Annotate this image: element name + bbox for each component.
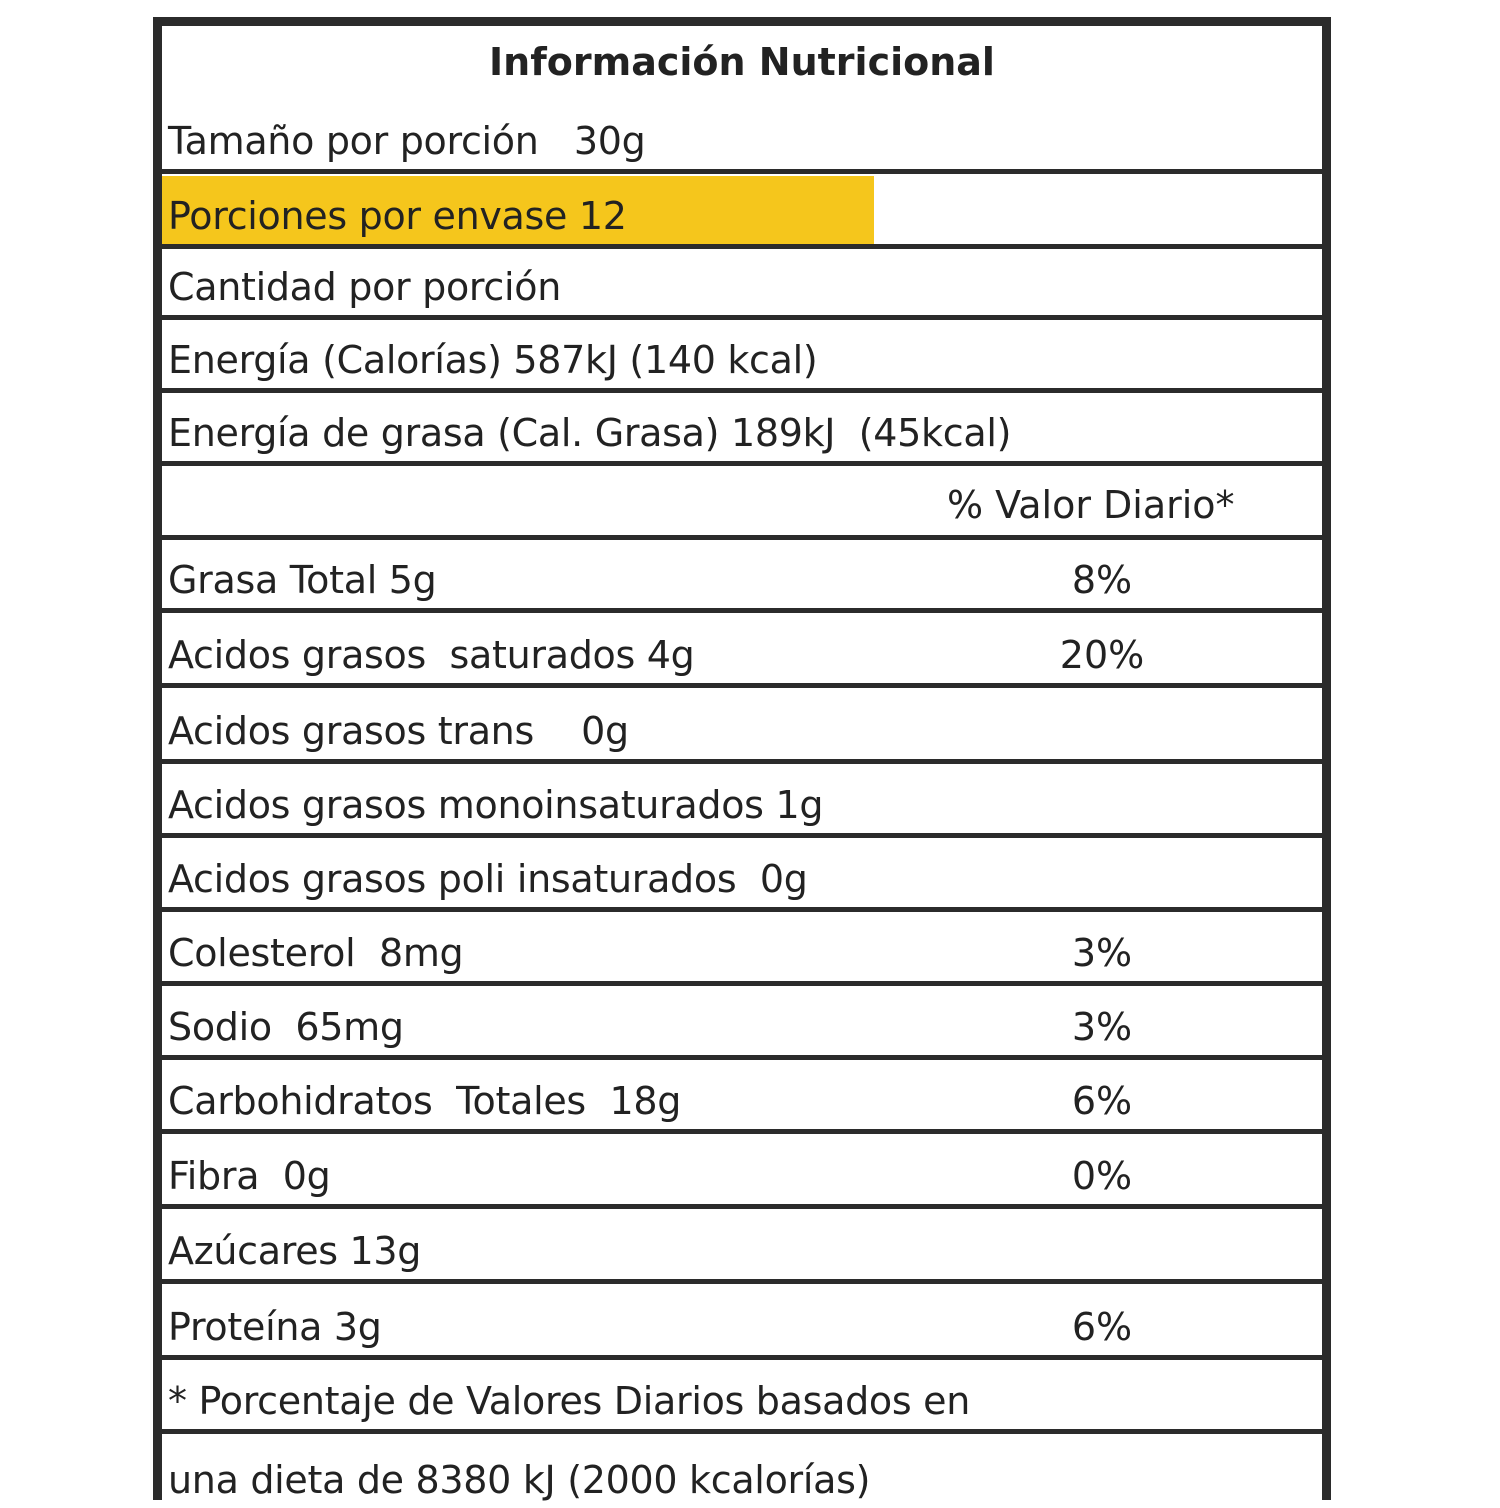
nutrient-label: Carbohidratos Totales 18g xyxy=(168,1079,682,1123)
nutrient-row xyxy=(162,1134,1322,1209)
nutrient-label: Acidos grasos trans 0g xyxy=(168,709,629,753)
nutrient-row xyxy=(162,1209,1322,1284)
footnote-line-2: una dieta de 8380 kJ (2000 kcalorías) xyxy=(168,1458,871,1502)
nutrient-label: Sodio 65mg xyxy=(168,1005,404,1049)
label-title: Información Nutricional xyxy=(489,40,995,84)
header-row xyxy=(162,26,1322,174)
nutrient-row xyxy=(162,1284,1322,1360)
nutrient-label: Azúcares 13g xyxy=(168,1229,422,1273)
footnote-line-1: * Porcentaje de Valores Diarios basados en xyxy=(168,1379,971,1423)
nutrient-percent: 20% xyxy=(1059,633,1145,677)
servings-per-container: Porciones por envase 12 xyxy=(168,194,627,238)
nutrient-percent: 0% xyxy=(1071,1154,1133,1198)
nutrition-facts-label xyxy=(153,17,1331,1500)
energy-fat-row xyxy=(162,393,1322,466)
serving-size: Tamaño por porción 30g xyxy=(168,119,646,163)
nutrient-label: Acidos grasos saturados 4g xyxy=(168,633,695,677)
nutrient-label: Fibra 0g xyxy=(168,1154,331,1198)
nutrient-percent: 6% xyxy=(1071,1305,1133,1349)
nutrient-row xyxy=(162,540,1322,613)
footnote-row-2 xyxy=(162,1434,1322,1508)
nutrient-label: Acidos grasos poli insaturados 0g xyxy=(168,857,808,901)
nutrient-label: Colesterol 8mg xyxy=(168,931,464,975)
nutrient-label: Grasa Total 5g xyxy=(168,558,437,602)
nutrient-row xyxy=(162,613,1322,688)
nutrient-row xyxy=(162,912,1322,986)
nutrient-percent: 6% xyxy=(1071,1079,1133,1123)
nutrient-percent: 3% xyxy=(1071,931,1133,975)
energy-row xyxy=(162,320,1322,393)
nutrient-row xyxy=(162,688,1322,764)
nutrient-row xyxy=(162,1060,1322,1134)
footnote-row-1 xyxy=(162,1360,1322,1434)
daily-value-header: % Valor Diario* xyxy=(947,483,1235,527)
daily-value-header-row xyxy=(162,466,1322,540)
amount-per-serving: Cantidad por porción xyxy=(168,265,561,309)
energy-fat-value: Energía de grasa (Cal. Grasa) 189kJ (45kcal) xyxy=(168,411,1012,455)
nutrient-percent: 3% xyxy=(1071,1005,1133,1049)
energy-value: Energía (Calorías) 587kJ (140 kcal) xyxy=(168,338,818,382)
nutrient-row xyxy=(162,764,1322,838)
nutrient-label: Proteína 3g xyxy=(168,1305,382,1349)
nutrient-label: Acidos grasos monoinsaturados 1g xyxy=(168,783,824,827)
servings-row xyxy=(162,174,1322,249)
nutrient-percent: 8% xyxy=(1071,558,1133,602)
nutrient-row xyxy=(162,986,1322,1060)
amount-row xyxy=(162,249,1322,320)
nutrient-row xyxy=(162,838,1322,912)
